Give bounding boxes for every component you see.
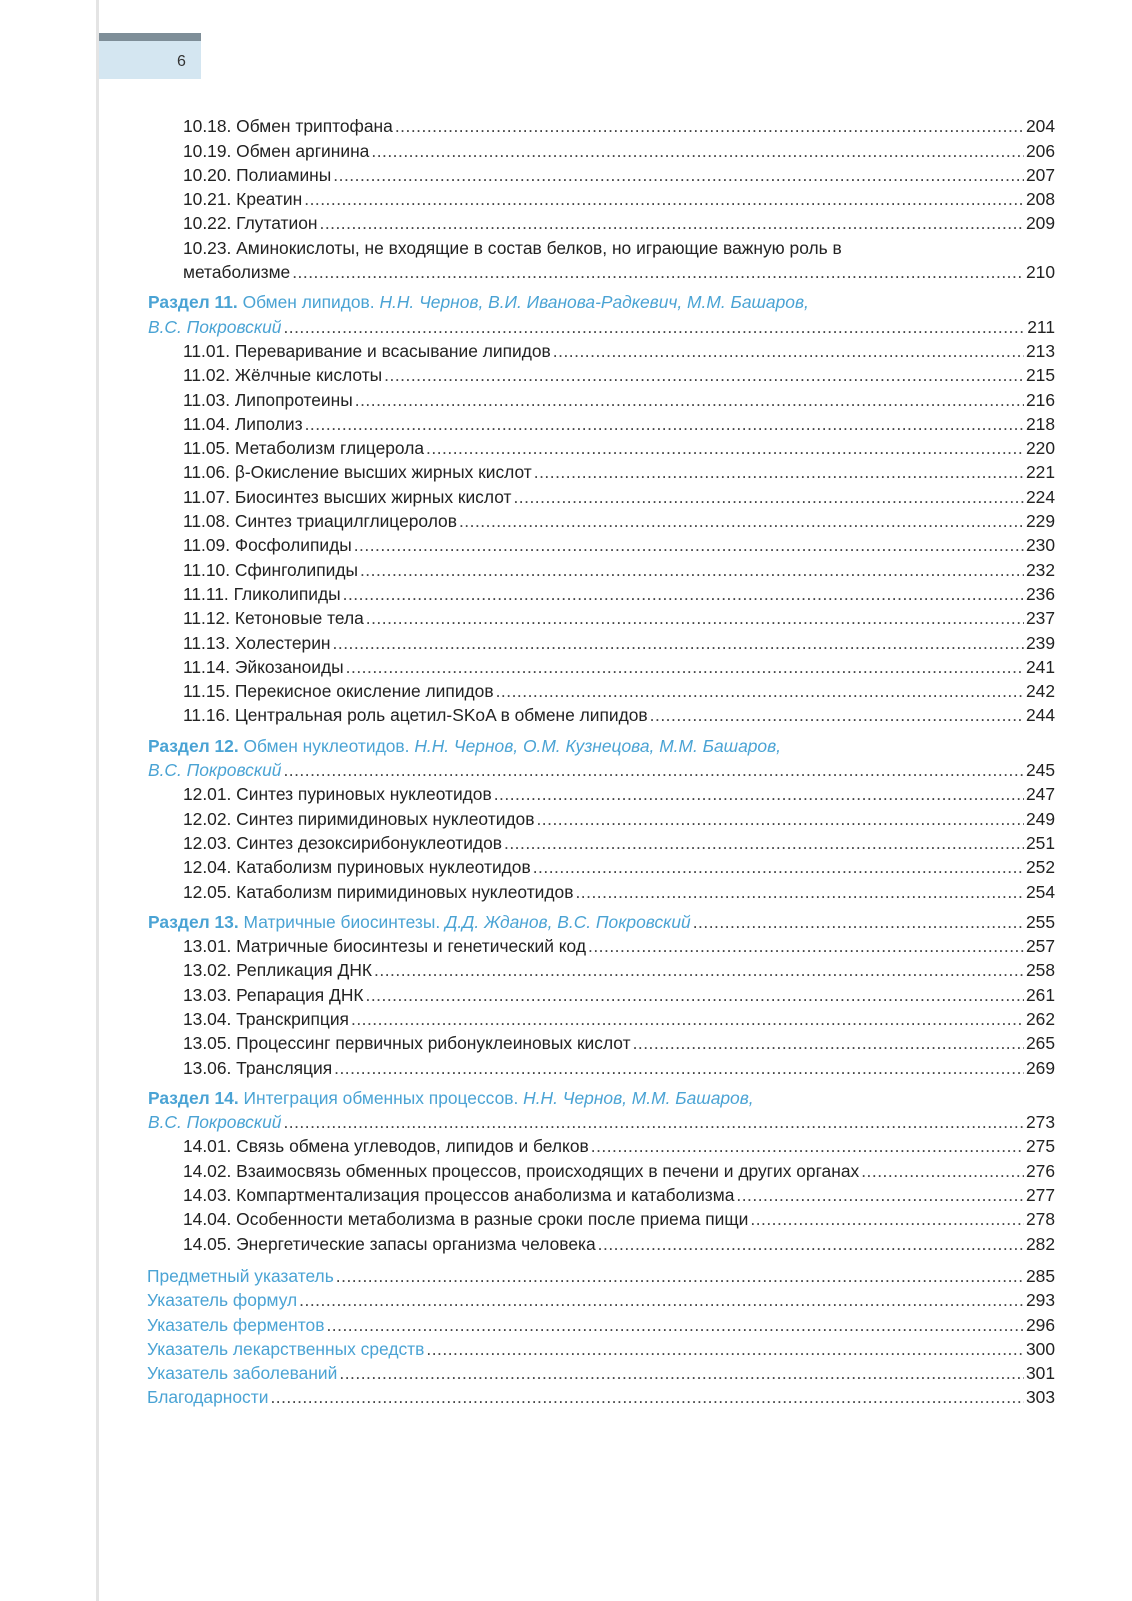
toc-leader-dots bbox=[292, 262, 1024, 282]
toc-entry-page: 293 bbox=[1025, 1290, 1055, 1311]
table-of-contents bbox=[0, 112, 1132, 1407]
toc-entry-title: 11.16. Центральная роль ацетил-SKoA в обмене липидов bbox=[183, 705, 648, 726]
toc-leader-dots bbox=[861, 1161, 1024, 1181]
toc-section-13-heading[interactable] bbox=[0, 908, 1055, 932]
toc-leader-dots bbox=[533, 857, 1024, 877]
toc-entry-title: метаболизме bbox=[183, 262, 291, 283]
toc-leader-dots bbox=[513, 487, 1024, 507]
toc-leader-dots bbox=[355, 390, 1024, 410]
toc-entry-page: 241 bbox=[1025, 656, 1055, 677]
toc-leader-dots bbox=[360, 560, 1024, 580]
toc-index-entry[interactable] bbox=[0, 1383, 1055, 1407]
toc-entry-title: 13.05. Процессинг первичных рибонуклеиновых кислот bbox=[183, 1033, 631, 1054]
toc-entry[interactable] bbox=[0, 531, 1055, 555]
toc-entry[interactable] bbox=[0, 804, 1055, 828]
toc-leader-dots bbox=[326, 1315, 1024, 1335]
toc-index-title: Указатель лекарственных средств bbox=[147, 1338, 425, 1359]
section-authors: Н.Н. Чернов, О.М. Кузнецова, М.М. Башаров, bbox=[414, 735, 782, 756]
toc-leader-dots bbox=[371, 141, 1024, 161]
toc-entry[interactable] bbox=[0, 701, 1055, 725]
toc-entry[interactable] bbox=[0, 1205, 1055, 1229]
toc-entry[interactable] bbox=[0, 628, 1055, 652]
toc-entry-page: 261 bbox=[1025, 984, 1055, 1005]
toc-entry-page: 229 bbox=[1025, 511, 1055, 532]
toc-entry-page: 269 bbox=[1025, 1057, 1055, 1078]
toc-entry[interactable] bbox=[0, 780, 1055, 804]
toc-entry-page: 230 bbox=[1025, 535, 1055, 556]
toc-leader-dots bbox=[343, 584, 1024, 604]
toc-entry-page: 301 bbox=[1025, 1363, 1055, 1384]
toc-leader-dots bbox=[270, 1387, 1024, 1407]
toc-entry-page: 282 bbox=[1025, 1233, 1055, 1254]
section-label: Раздел 14. bbox=[148, 1087, 239, 1108]
toc-entry[interactable] bbox=[0, 1132, 1055, 1156]
toc-entry[interactable] bbox=[0, 580, 1055, 604]
toc-entry[interactable] bbox=[0, 458, 1055, 482]
toc-leader-dots bbox=[336, 1266, 1024, 1286]
toc-entry-page: 254 bbox=[1025, 881, 1055, 902]
section-label: Раздел 11. bbox=[148, 292, 238, 313]
toc-entry-page: 265 bbox=[1025, 1033, 1055, 1054]
toc-leader-dots bbox=[426, 1339, 1024, 1359]
toc-leader-dots bbox=[283, 317, 1025, 337]
section-label: Раздел 12. bbox=[148, 735, 239, 756]
section-authors: В.С. Покровский bbox=[148, 316, 282, 337]
toc-entry-page: 209 bbox=[1025, 213, 1055, 234]
toc-entry-page: 237 bbox=[1025, 608, 1055, 629]
toc-entry-page: 211 bbox=[1027, 316, 1055, 337]
toc-entry-page: 215 bbox=[1025, 365, 1055, 386]
toc-leader-dots bbox=[395, 116, 1024, 136]
toc-entry-title: 10.22. Глутатион bbox=[183, 213, 318, 234]
toc-entry-page: 220 bbox=[1025, 438, 1055, 459]
section-authors: Н.Н. Чернов, М.М. Башаров, bbox=[523, 1087, 754, 1108]
toc-entry-title: 14.01. Связь обмена углеводов, липидов и белков bbox=[183, 1136, 589, 1157]
toc-entry-title: 11.02. Жёлчные кислоты bbox=[183, 365, 383, 386]
toc-index-entry[interactable] bbox=[0, 1286, 1055, 1310]
toc-leader-dots bbox=[496, 681, 1024, 701]
toc-index-entry[interactable] bbox=[0, 1359, 1055, 1383]
toc-entry-page: 244 bbox=[1025, 705, 1055, 726]
toc-entry[interactable] bbox=[0, 877, 1055, 901]
toc-entry-title: 14.05. Энергетические запасы организма человека bbox=[183, 1233, 596, 1254]
toc-leader-dots bbox=[366, 608, 1024, 628]
toc-entry-10-23-line1[interactable] bbox=[0, 233, 1055, 257]
toc-entry-page: 213 bbox=[1025, 340, 1055, 361]
toc-entry-title: 11.04. Липолиз bbox=[183, 413, 303, 434]
toc-entry[interactable] bbox=[0, 829, 1055, 853]
toc-entry[interactable] bbox=[0, 1156, 1055, 1180]
toc-entry-title: 11.08. Синтез триацилглицеролов bbox=[183, 511, 457, 532]
toc-entry-page: 208 bbox=[1025, 189, 1055, 210]
toc-leader-dots bbox=[339, 1363, 1024, 1383]
toc-entry-page: 232 bbox=[1025, 559, 1055, 580]
toc-index-title: Благодарности bbox=[147, 1387, 269, 1408]
toc-section-11-heading[interactable] bbox=[0, 288, 1055, 312]
toc-leader-dots bbox=[351, 1009, 1024, 1029]
toc-entry-title: 12.03. Синтез дезоксирибонуклеотидов bbox=[183, 832, 502, 853]
toc-leader-dots bbox=[305, 414, 1024, 434]
toc-leader-dots bbox=[333, 165, 1024, 185]
toc-entry[interactable] bbox=[0, 653, 1055, 677]
toc-entry-page: 300 bbox=[1025, 1338, 1055, 1359]
section-title: Интеграция обменных процессов. bbox=[243, 1087, 519, 1108]
toc-index-title: Указатель формул bbox=[147, 1290, 298, 1311]
toc-entry-title: 14.04. Особенности метаболизма в разные сроки после приема пищи bbox=[183, 1209, 749, 1230]
page-header-bar bbox=[99, 33, 201, 41]
toc-leader-dots bbox=[693, 912, 1024, 932]
section-authors: В.С. Покровский bbox=[148, 1112, 282, 1133]
toc-entry-10-23-line2[interactable] bbox=[0, 258, 1055, 282]
toc-entry-title: 11.10. Сфинголипиды bbox=[183, 559, 358, 580]
toc-section-12-heading[interactable] bbox=[0, 731, 1055, 755]
toc-entry-page: 207 bbox=[1025, 164, 1055, 185]
toc-entry-title: 12.04. Катаболизм пуриновых нуклеотидов bbox=[183, 857, 531, 878]
toc-leader-dots bbox=[575, 882, 1024, 902]
toc-entry[interactable] bbox=[0, 604, 1055, 628]
toc-entry[interactable] bbox=[0, 1029, 1055, 1053]
toc-leader-dots bbox=[553, 341, 1024, 361]
section-authors: Д.Д. Жданов, В.С. Покровский bbox=[445, 911, 691, 932]
toc-entry-title: 10.20. Полиамины bbox=[183, 164, 332, 185]
toc-leader-dots bbox=[283, 1112, 1024, 1132]
section-authors: В.С. Покровский bbox=[148, 760, 282, 781]
toc-entry[interactable] bbox=[0, 434, 1055, 458]
toc-leader-dots bbox=[736, 1185, 1024, 1205]
toc-leader-dots bbox=[374, 960, 1024, 980]
page-header-band bbox=[99, 33, 201, 79]
toc-section-14-heading-cont[interactable] bbox=[0, 1108, 1055, 1132]
toc-leader-dots bbox=[354, 535, 1024, 555]
toc-leader-dots bbox=[333, 633, 1024, 653]
toc-entry-title: 13.04. Транскрипция bbox=[183, 1008, 349, 1029]
toc-index-title: Предметный указатель bbox=[147, 1265, 334, 1286]
toc-entry-page: 224 bbox=[1025, 486, 1055, 507]
toc-entry-page: 252 bbox=[1025, 857, 1055, 878]
toc-entry-title: 12.02. Синтез пиримидиновых нуклеотидов bbox=[183, 808, 535, 829]
toc-leader-dots bbox=[588, 936, 1024, 956]
toc-entry-page: 221 bbox=[1025, 462, 1055, 483]
toc-entry-page: 210 bbox=[1025, 262, 1055, 283]
toc-section-12-heading-cont[interactable] bbox=[0, 756, 1055, 780]
toc-entry-page: 285 bbox=[1025, 1265, 1055, 1286]
toc-entry-title: 11.12. Кетоновые тела bbox=[183, 608, 364, 629]
toc-entry-page: 216 bbox=[1025, 389, 1055, 410]
toc-entry[interactable] bbox=[0, 507, 1055, 531]
toc-entry-title: 11.15. Перекисное окисление липидов bbox=[183, 681, 494, 702]
toc-entry-page: 251 bbox=[1025, 832, 1055, 853]
toc-entry[interactable] bbox=[0, 361, 1055, 385]
toc-entry[interactable] bbox=[0, 136, 1055, 160]
toc-section-14-heading[interactable] bbox=[0, 1084, 1055, 1108]
toc-entry-page: 236 bbox=[1025, 583, 1055, 604]
toc-entry[interactable] bbox=[0, 482, 1055, 506]
toc-entry[interactable] bbox=[0, 980, 1055, 1004]
toc-entry-page: 278 bbox=[1025, 1209, 1055, 1230]
toc-entry-title: 11.14. Эйкозаноиды bbox=[183, 656, 344, 677]
toc-entry-title: 10.19. Обмен аргинина bbox=[183, 140, 370, 161]
toc-entry-title: 11.06. β-Окисление высших жирных кислот bbox=[183, 462, 532, 483]
toc-entry-title: 11.05. Метаболизм глицерола bbox=[183, 438, 425, 459]
toc-leader-dots bbox=[591, 1136, 1024, 1156]
toc-entry-page: 296 bbox=[1025, 1314, 1055, 1335]
toc-entry-title: 13.06. Трансляция bbox=[183, 1057, 333, 1078]
section-title: Матричные биосинтезы. bbox=[243, 911, 441, 932]
toc-entry[interactable] bbox=[0, 185, 1055, 209]
toc-entry-page: 249 bbox=[1025, 808, 1055, 829]
toc-entry-page: 242 bbox=[1025, 681, 1055, 702]
toc-entry[interactable] bbox=[0, 1229, 1055, 1253]
toc-entry-title: 13.01. Матричные биосинтезы и генетический код bbox=[183, 936, 586, 957]
toc-entry[interactable] bbox=[0, 337, 1055, 361]
toc-entry[interactable] bbox=[0, 932, 1055, 956]
toc-entry-page: 239 bbox=[1025, 632, 1055, 653]
toc-entry-page: 204 bbox=[1025, 116, 1055, 137]
toc-leader-dots bbox=[334, 1058, 1024, 1078]
toc-entry-page: 258 bbox=[1025, 960, 1055, 981]
toc-entry[interactable] bbox=[0, 956, 1055, 980]
toc-entry-page: 218 bbox=[1025, 413, 1055, 434]
toc-entry-page: 255 bbox=[1025, 911, 1055, 932]
toc-index-entry[interactable] bbox=[0, 1310, 1055, 1334]
toc-entry-page: 303 bbox=[1025, 1387, 1055, 1408]
toc-entry-title: 11.13. Холестерин bbox=[183, 632, 331, 653]
toc-entry-title: 11.03. Липопротеины bbox=[183, 389, 353, 410]
toc-index-title: Указатель ферментов bbox=[147, 1314, 325, 1335]
toc-entry-title: 10.18. Обмен триптофана bbox=[183, 116, 393, 137]
toc-entry-title: 13.03. Репарация ДНК bbox=[183, 984, 364, 1005]
toc-leader-dots bbox=[299, 1290, 1024, 1310]
toc-entry-title: 14.02. Взаимосвязь обменных процессов, происходящих в печени и других органах bbox=[183, 1160, 860, 1181]
toc-leader-dots bbox=[426, 438, 1024, 458]
toc-entry-title: 11.07. Биосинтез высших жирных кислот bbox=[183, 486, 512, 507]
toc-entry-title: 13.02. Репликация ДНК bbox=[183, 960, 373, 981]
toc-entry-title: 11.01. Переваривание и всасывание липидов bbox=[183, 340, 551, 361]
toc-entry[interactable] bbox=[0, 209, 1055, 233]
toc-leader-dots bbox=[384, 365, 1024, 385]
toc-section-11-heading-cont[interactable] bbox=[0, 312, 1055, 336]
toc-entry-title: 12.01. Синтез пуриновых нуклеотидов bbox=[183, 784, 492, 805]
toc-leader-dots bbox=[598, 1234, 1024, 1254]
toc-leader-dots bbox=[283, 760, 1024, 780]
toc-entry-page: 275 bbox=[1025, 1136, 1055, 1157]
toc-entry-title: 10.21. Креатин bbox=[183, 189, 303, 210]
toc-leader-dots bbox=[536, 809, 1024, 829]
toc-index-entry[interactable] bbox=[0, 1262, 1055, 1286]
toc-entry-page: 206 bbox=[1025, 140, 1055, 161]
toc-leader-dots bbox=[494, 784, 1024, 804]
section-title: Обмен нуклеотидов. bbox=[243, 735, 410, 756]
toc-index-entry[interactable] bbox=[0, 1335, 1055, 1359]
toc-leader-dots bbox=[750, 1209, 1024, 1229]
toc-entry[interactable] bbox=[0, 853, 1055, 877]
toc-entry-page: 273 bbox=[1025, 1112, 1055, 1133]
toc-entry-title: 10.23. Аминокислоты, не входящие в состав белков, но играющие важную роль в bbox=[183, 237, 842, 258]
toc-leader-dots bbox=[366, 985, 1024, 1005]
toc-entry[interactable] bbox=[0, 1053, 1055, 1077]
toc-leader-dots bbox=[534, 462, 1024, 482]
toc-entry-title: 14.03. Компартментализация процессов анаболизма и катаболизма bbox=[183, 1185, 735, 1206]
toc-entry[interactable] bbox=[0, 555, 1055, 579]
toc-leader-dots bbox=[459, 511, 1024, 531]
toc-entry-page: 245 bbox=[1025, 760, 1055, 781]
toc-entry-page: 247 bbox=[1025, 784, 1055, 805]
toc-entry[interactable] bbox=[0, 161, 1055, 185]
toc-leader-dots bbox=[346, 657, 1024, 677]
toc-entry-page: 257 bbox=[1025, 936, 1055, 957]
section-label: Раздел 13. bbox=[148, 911, 239, 932]
toc-index-title: Указатель заболеваний bbox=[147, 1363, 338, 1384]
toc-leader-dots bbox=[633, 1033, 1024, 1053]
toc-entry-title: 11.09. Фосфолипиды bbox=[183, 535, 352, 556]
toc-entry[interactable] bbox=[0, 385, 1055, 409]
toc-leader-dots bbox=[504, 833, 1024, 853]
toc-entry-title: 11.11. Гликолипиды bbox=[183, 583, 341, 604]
toc-entry[interactable] bbox=[0, 1181, 1055, 1205]
toc-entry-page: 276 bbox=[1025, 1160, 1055, 1181]
toc-entry[interactable] bbox=[0, 410, 1055, 434]
toc-leader-dots bbox=[304, 189, 1024, 209]
section-title: Обмен липидов. bbox=[242, 292, 375, 313]
toc-entry-title: 12.05. Катаболизм пиримидиновых нуклеотидов bbox=[183, 881, 574, 902]
toc-entry[interactable] bbox=[0, 1005, 1055, 1029]
toc-leader-dots bbox=[650, 705, 1024, 725]
toc-entry-page: 262 bbox=[1025, 1008, 1055, 1029]
toc-entry[interactable] bbox=[0, 112, 1055, 136]
section-authors: Н.Н. Чернов, В.И. Иванова-Радкевич, М.М. Башаров, bbox=[379, 292, 809, 313]
toc-entry[interactable] bbox=[0, 677, 1055, 701]
toc-leader-dots bbox=[319, 213, 1024, 233]
page-number: 6 bbox=[177, 53, 186, 70]
toc-entry-page: 277 bbox=[1025, 1185, 1055, 1206]
